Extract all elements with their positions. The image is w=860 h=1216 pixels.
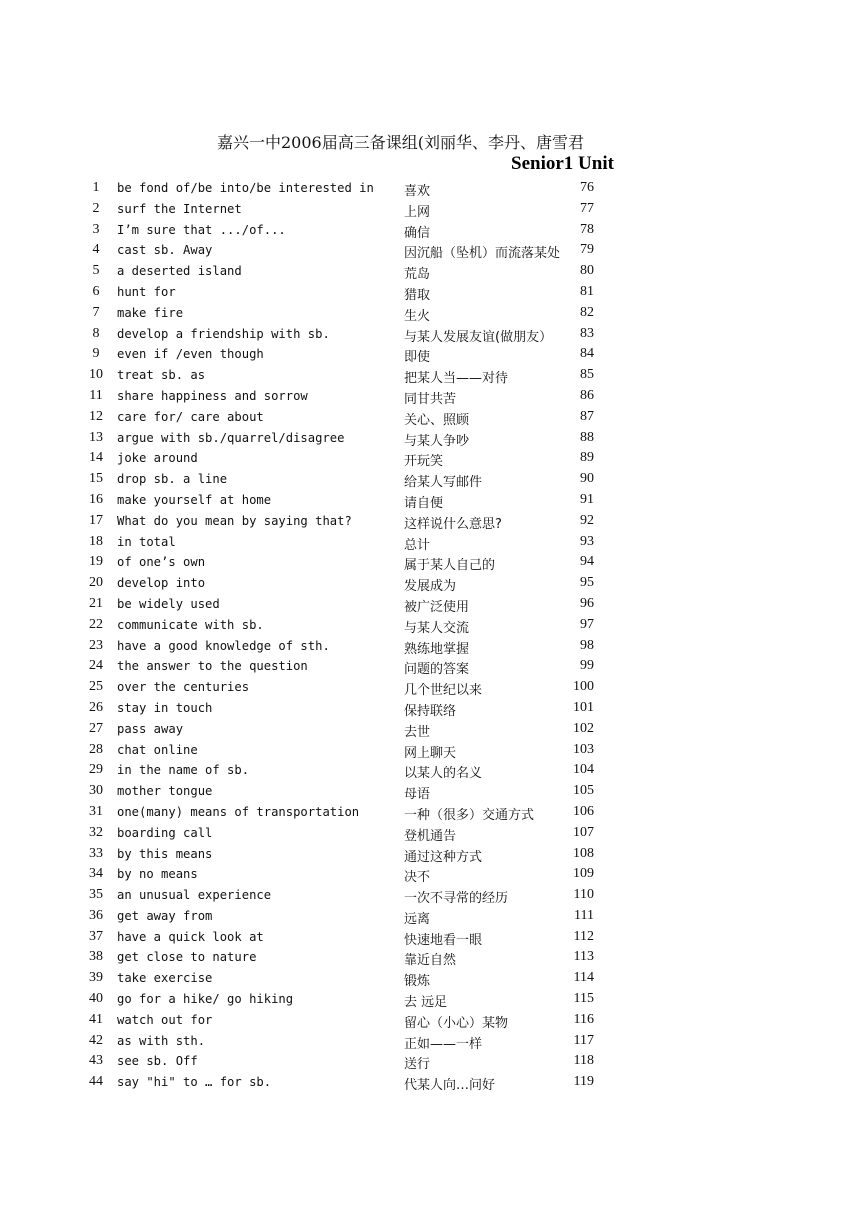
table-row [0,386,860,407]
table-row [0,968,860,989]
reference-number: 83 [580,325,594,341]
reference-number: 108 [573,845,594,861]
row-number: 16 [89,491,103,507]
reference-number: 115 [573,991,594,1007]
reference-number: 80 [580,263,594,279]
english-phrase: make yourself at home [117,492,272,507]
english-phrase: boarding call [117,825,213,840]
table-row [0,282,860,303]
row-number: 2 [92,200,100,216]
reference-number: 105 [573,783,594,799]
reference-number: 117 [573,1032,594,1048]
english-phrase: What do you mean by saying that? [117,513,352,528]
reference-number: 89 [580,450,594,466]
table-row [0,428,860,449]
reference-number: 109 [573,866,594,882]
reference-number: 96 [580,595,594,611]
row-number: 10 [89,367,103,383]
table-row [0,864,860,885]
reference-number: 84 [580,346,594,362]
chinese-meaning: 以某人的名义 [404,766,483,782]
chinese-meaning: 保持联络 [404,703,457,719]
english-phrase: by no means [117,867,198,882]
english-phrase: surf the Internet [117,201,242,216]
reference-number: 86 [580,387,594,403]
english-phrase: develop into [117,576,206,591]
chinese-meaning: 生火 [404,308,431,324]
row-number: 27 [89,720,103,736]
row-number: 6 [92,283,100,299]
row-number: 3 [92,221,100,237]
english-phrase: be widely used [117,596,220,611]
document-title: 嘉兴一中2006届高三备课组(刘丽华、李丹、唐雪君 [217,133,584,152]
english-phrase: have a good knowledge of sth. [117,638,330,653]
reference-number: 107 [573,824,594,840]
chinese-meaning: 荒岛 [404,267,431,283]
english-phrase: develop a friendship with sb. [117,326,330,341]
chinese-meaning: 问题的答案 [404,662,470,678]
chinese-meaning: 通过这种方式 [404,849,483,865]
table-row [0,199,860,220]
chinese-meaning: 把某人当——对待 [404,371,509,387]
table-row [0,303,860,324]
row-number: 5 [92,263,100,279]
row-number: 23 [89,637,103,653]
table-row [0,573,860,594]
chinese-meaning: 发展成为 [404,579,457,595]
chinese-meaning: 锻炼 [404,974,431,990]
english-phrase: hunt for [117,284,176,299]
table-row [0,802,860,823]
table-row [0,947,860,968]
chinese-meaning: 靠近自然 [404,953,457,969]
english-phrase: stay in touch [117,700,213,715]
row-number: 17 [89,512,103,528]
reference-number: 102 [573,720,594,736]
chinese-meaning: 被广泛使用 [404,599,470,615]
chinese-meaning: 关心、照顾 [404,412,470,428]
row-number: 28 [89,741,103,757]
row-number: 13 [89,429,103,445]
chinese-meaning: 几个世纪以来 [404,683,483,699]
english-phrase: make fire [117,305,184,320]
reference-number: 118 [573,1053,594,1069]
english-phrase: even if /even though [117,347,264,362]
reference-number: 85 [580,367,594,383]
table-row [0,615,860,636]
reference-number: 91 [580,491,594,507]
english-phrase: get away from [117,908,213,923]
reference-number: 81 [580,283,594,299]
table-row [0,220,860,241]
reference-number: 90 [580,471,594,487]
reference-number: 82 [580,304,594,320]
table-row [0,636,860,657]
reference-number: 106 [573,803,594,819]
chinese-meaning: 留心（小心）某物 [404,1015,509,1031]
reference-number: 92 [580,512,594,528]
english-phrase: by this means [117,846,213,861]
row-number: 37 [89,928,103,944]
row-number: 25 [89,679,103,695]
table-row [0,781,860,802]
table-row [0,1051,860,1072]
english-phrase: of one’s own [117,555,206,570]
chinese-meaning: 正如——一样 [404,1036,483,1052]
table-row [0,448,860,469]
chinese-meaning: 这样说什么意思? [404,516,502,532]
row-number: 18 [89,533,103,549]
table-row [0,677,860,698]
english-phrase: cast sb. Away [117,243,213,258]
reference-number: 98 [580,637,594,653]
chinese-meaning: 一次不寻常的经历 [404,891,509,907]
english-phrase: a deserted island [117,264,242,279]
chinese-meaning: 因沉船（坠机）而流落某处 [404,246,561,262]
document-subtitle: Senior1 Unit [511,153,614,174]
english-phrase: communicate with sb. [117,617,264,632]
chinese-meaning: 请自便 [404,495,444,511]
chinese-meaning: 总计 [404,537,431,553]
chinese-meaning: 快速地看一眼 [404,932,483,948]
row-number: 1 [92,180,100,195]
table-row [0,656,860,677]
row-number: 41 [89,1011,103,1027]
english-phrase: get close to nature [117,950,257,965]
table-row [0,906,860,927]
table-row [0,885,860,906]
row-number: 36 [89,907,103,923]
row-number: 31 [89,803,103,819]
row-number: 20 [89,575,103,591]
chinese-meaning: 登机通告 [404,828,457,844]
reference-number: 100 [573,679,594,695]
row-number: 39 [89,970,103,986]
chinese-meaning: 网上聊天 [404,745,457,761]
reference-number: 79 [580,242,594,258]
reference-number: 104 [573,762,594,778]
chinese-meaning: 猎取 [404,287,431,303]
reference-number: 97 [580,616,594,632]
english-phrase: mother tongue [117,784,213,799]
english-phrase: share happiness and sorrow [117,388,308,403]
english-phrase: go for a hike/ go hiking [117,992,294,1007]
table-row [0,490,860,511]
chinese-meaning: 母语 [404,787,431,803]
english-phrase: be fond of/be into/be interested in [117,181,374,195]
row-number: 8 [92,325,100,341]
table-row [0,760,860,781]
reference-number: 99 [580,658,594,674]
reference-number: 111 [574,907,594,923]
row-number: 12 [89,408,103,424]
row-number: 21 [89,595,103,611]
table-row [0,344,860,365]
row-number: 40 [89,991,103,1007]
english-phrase: chat online [117,742,198,757]
reference-number: 76 [580,180,594,195]
english-phrase: pass away [117,721,184,736]
reference-number: 119 [573,1074,594,1090]
row-number: 43 [89,1053,103,1069]
reference-number: 101 [573,699,594,715]
table-row [0,844,860,865]
row-number: 34 [89,866,103,882]
chinese-meaning: 喜欢 [404,184,431,199]
english-phrase: argue with sb./quarrel/disagree [117,430,345,445]
english-phrase: take exercise [117,971,213,986]
chinese-meaning: 同甘共苦 [404,391,457,407]
row-number: 35 [89,887,103,903]
table-row [0,1031,860,1052]
chinese-meaning: 确信 [404,225,431,241]
english-phrase: over the centuries [117,680,250,695]
chinese-meaning: 去 远足 [404,995,448,1011]
table-row [0,719,860,740]
chinese-meaning: 远离 [404,911,431,927]
reference-number: 114 [573,970,594,986]
table-row [0,511,860,532]
chinese-meaning: 送行 [404,1057,431,1073]
row-number: 44 [89,1074,103,1090]
table-row [0,594,860,615]
row-number: 42 [89,1032,103,1048]
row-number: 32 [89,824,103,840]
chinese-meaning: 开玩笑 [404,454,444,470]
row-number: 4 [92,242,100,258]
row-number: 11 [89,387,103,403]
table-row [0,532,860,553]
chinese-meaning: 代某人向…问好 [404,1078,496,1094]
table-row [0,927,860,948]
reference-number: 94 [580,554,594,570]
phrase-table [0,178,860,1093]
table-row [0,1010,860,1031]
chinese-meaning: 一种（很多）交通方式 [404,807,535,823]
english-phrase: in total [117,534,176,549]
english-phrase: drop sb. a line [117,472,228,487]
table-row [0,261,860,282]
row-number: 22 [89,616,103,632]
chinese-meaning: 即使 [404,350,431,366]
chinese-meaning: 上网 [404,204,431,220]
table-row [0,989,860,1010]
row-number: 9 [92,346,100,362]
chinese-meaning: 给某人写邮件 [404,475,483,491]
english-phrase: in the name of sb. [117,763,250,778]
table-row [0,1072,860,1093]
table-row [0,178,860,199]
english-phrase: say "hi" to … for sb. [117,1075,272,1090]
table-row [0,407,860,428]
table-row [0,240,860,261]
english-phrase: one(many) means of transportation [117,804,360,819]
row-number: 7 [92,304,100,320]
english-phrase: I’m sure that .../of... [117,222,286,237]
row-number: 29 [89,762,103,778]
english-phrase: watch out for [117,1012,213,1027]
english-phrase: care for/ care about [117,409,264,424]
reference-number: 77 [580,200,594,216]
row-number: 33 [89,845,103,861]
table-row [0,365,860,386]
table-row [0,324,860,345]
reference-number: 110 [573,887,594,903]
reference-number: 113 [573,949,594,965]
english-phrase: the answer to the question [117,659,308,674]
reference-number: 116 [573,1011,594,1027]
reference-number: 95 [580,575,594,591]
table-row [0,552,860,573]
reference-number: 78 [580,221,594,237]
reference-number: 88 [580,429,594,445]
english-phrase: an unusual experience [117,888,272,903]
chinese-meaning: 与某人争吵 [404,433,470,449]
table-row [0,469,860,490]
row-number: 30 [89,783,103,799]
table-row [0,823,860,844]
reference-number: 112 [573,928,594,944]
row-number: 14 [89,450,103,466]
english-phrase: as with sth. [117,1033,206,1048]
reference-number: 87 [580,408,594,424]
chinese-meaning: 去世 [404,724,431,740]
table-row [0,740,860,761]
chinese-meaning: 属于某人自己的 [404,558,496,574]
reference-number: 93 [580,533,594,549]
chinese-meaning: 决不 [404,870,431,886]
row-number: 19 [89,554,103,570]
english-phrase: have a quick look at [117,929,264,944]
row-number: 38 [89,949,103,965]
english-phrase: treat sb. as [117,368,206,383]
row-number: 26 [89,699,103,715]
chinese-meaning: 熟练地掌握 [404,641,470,657]
reference-number: 103 [573,741,594,757]
table-row [0,698,860,719]
row-number: 24 [89,658,103,674]
english-phrase: see sb. Off [117,1054,198,1069]
english-phrase: joke around [117,451,198,466]
chinese-meaning: 与某人交流 [404,620,470,636]
chinese-meaning: 与某人发展友谊(做朋友） [404,329,553,345]
row-number: 15 [89,471,103,487]
